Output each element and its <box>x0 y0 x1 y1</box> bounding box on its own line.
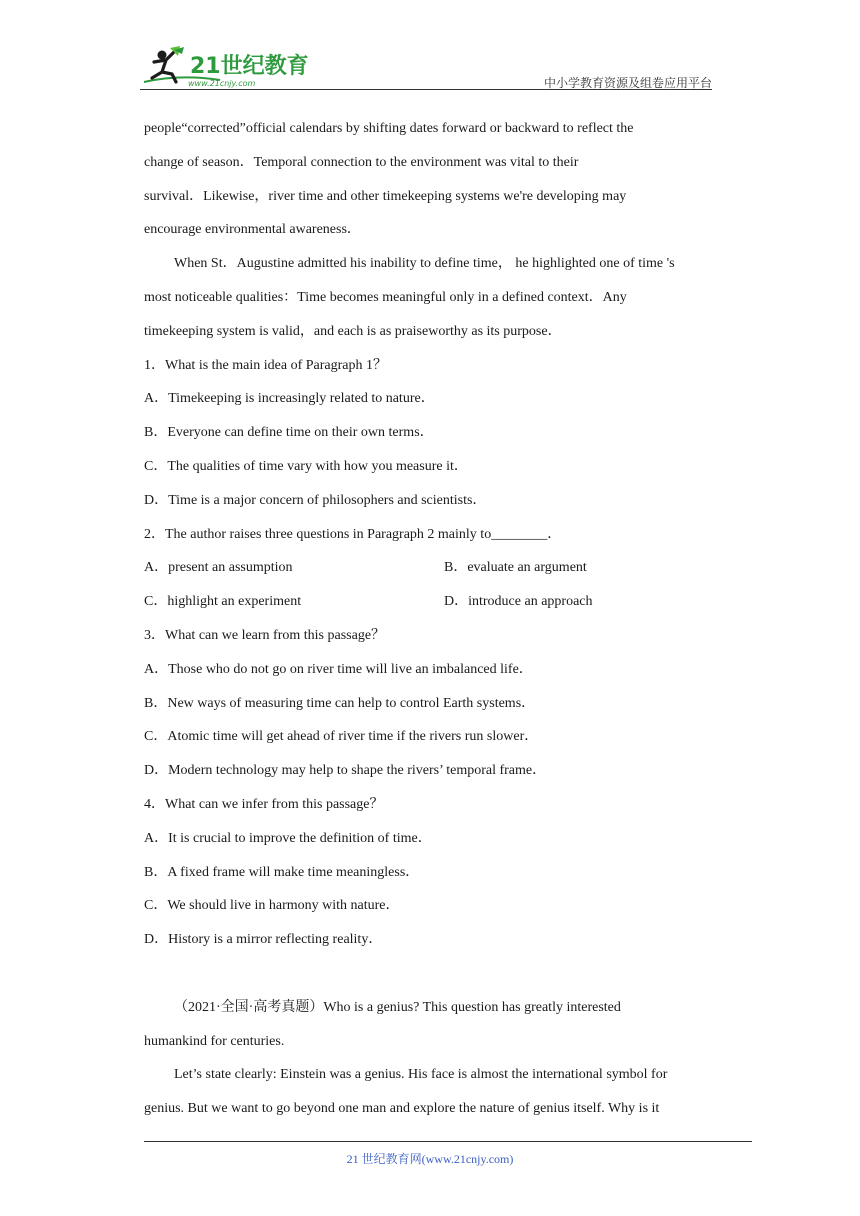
header-divider <box>140 89 712 90</box>
page-footer: 21 世纪教育网(www.21cnjy.com) <box>346 1152 514 1166</box>
passage-line: When St．Augustine admitted his inability to define time， he highlighted one of time 's <box>174 256 675 272</box>
answer-option: D．Modern technology may help to shape the rivers’ temporal frame． <box>144 763 547 779</box>
passage-line: （2021·全国·高考真题）Who is a genius? This question has greatly interested <box>174 999 621 1015</box>
section-gap <box>144 957 724 991</box>
passage2 <box>144 991 724 1126</box>
passage-line: survival．Likewise，river time and other timekeeping systems we're developing may <box>144 188 627 204</box>
passage-line: Let’s state clearly: Einstein was a genius. His face is almost the international symbol for <box>174 1067 668 1083</box>
question-1 <box>144 349 724 518</box>
question-stem: 1．What is the main idea of Paragraph 1？ <box>144 357 387 373</box>
question-4 <box>144 788 724 957</box>
platform-tagline: 中小学教育资源及组卷应用平台 <box>543 76 712 90</box>
answer-option: B．Everyone can define time on their own terms． <box>144 425 434 441</box>
answer-option: C．Atomic time will get ahead of river time if the rivers run slower． <box>144 729 539 745</box>
passage-line: most noticeable qualities：Time becomes meaningful only in a defined context．Any <box>144 289 627 305</box>
answer-option: B．evaluate an argument <box>444 560 587 576</box>
passage-line: humankind for centuries. <box>144 1033 285 1049</box>
question-stem: 4．What can we infer from this passage？ <box>144 796 384 812</box>
question-2 <box>144 518 724 619</box>
question-3 <box>144 619 724 788</box>
passage-line: genius. But we want to go beyond one man and explore the nature of genius itself. Why is it <box>144 1101 660 1117</box>
running-figure-logo-icon <box>140 44 310 90</box>
logo-url: www.21cnjy.com <box>188 79 256 88</box>
answer-option: A．Those who do not go on river time will live an imbalanced life． <box>144 661 533 677</box>
answer-option: C．We should live in harmony with nature． <box>144 898 400 914</box>
passage-line: people“corrected”official calendars by shifting dates forward or backward to reflect the <box>144 121 634 136</box>
question-stem: 3．What can we learn from this passage？ <box>144 627 386 643</box>
answer-option: D．Time is a major concern of philosophers and scientists． <box>144 492 487 508</box>
answer-option-row <box>144 551 724 585</box>
passage-line: encourage environmental awareness． <box>144 222 361 238</box>
logo-text: 21世纪教育 <box>190 54 309 79</box>
answer-option: C．The qualities of time vary with how you measure it． <box>144 458 468 474</box>
footer-divider <box>144 1141 752 1142</box>
document-body <box>144 112 724 1126</box>
question-stem: 2．The author raises three questions in Paragraph 2 mainly to________． <box>144 526 562 542</box>
passage1 <box>144 112 724 349</box>
answer-option: B．A fixed frame will make time meaningless． <box>144 864 420 880</box>
answer-option-row <box>144 585 724 619</box>
answer-option: B．New ways of measuring time can help to control Earth systems． <box>144 695 536 711</box>
passage-line: change of season．Temporal connection to the environment was vital to their <box>144 154 579 170</box>
answer-option: A．Timekeeping is increasingly related to nature． <box>144 391 435 407</box>
answer-option: A．present an assumption <box>144 560 293 576</box>
page-header <box>140 44 712 90</box>
site-logo <box>140 44 310 88</box>
answer-option: A．It is crucial to improve the definition of time． <box>144 830 432 846</box>
passage-line: timekeeping system is valid，and each is as praiseworthy as its purpose． <box>144 323 562 339</box>
answer-option: D．introduce an approach <box>444 594 593 610</box>
answer-option: C．highlight an experiment <box>144 594 302 610</box>
answer-option: D．History is a mirror reflecting reality． <box>144 932 383 948</box>
